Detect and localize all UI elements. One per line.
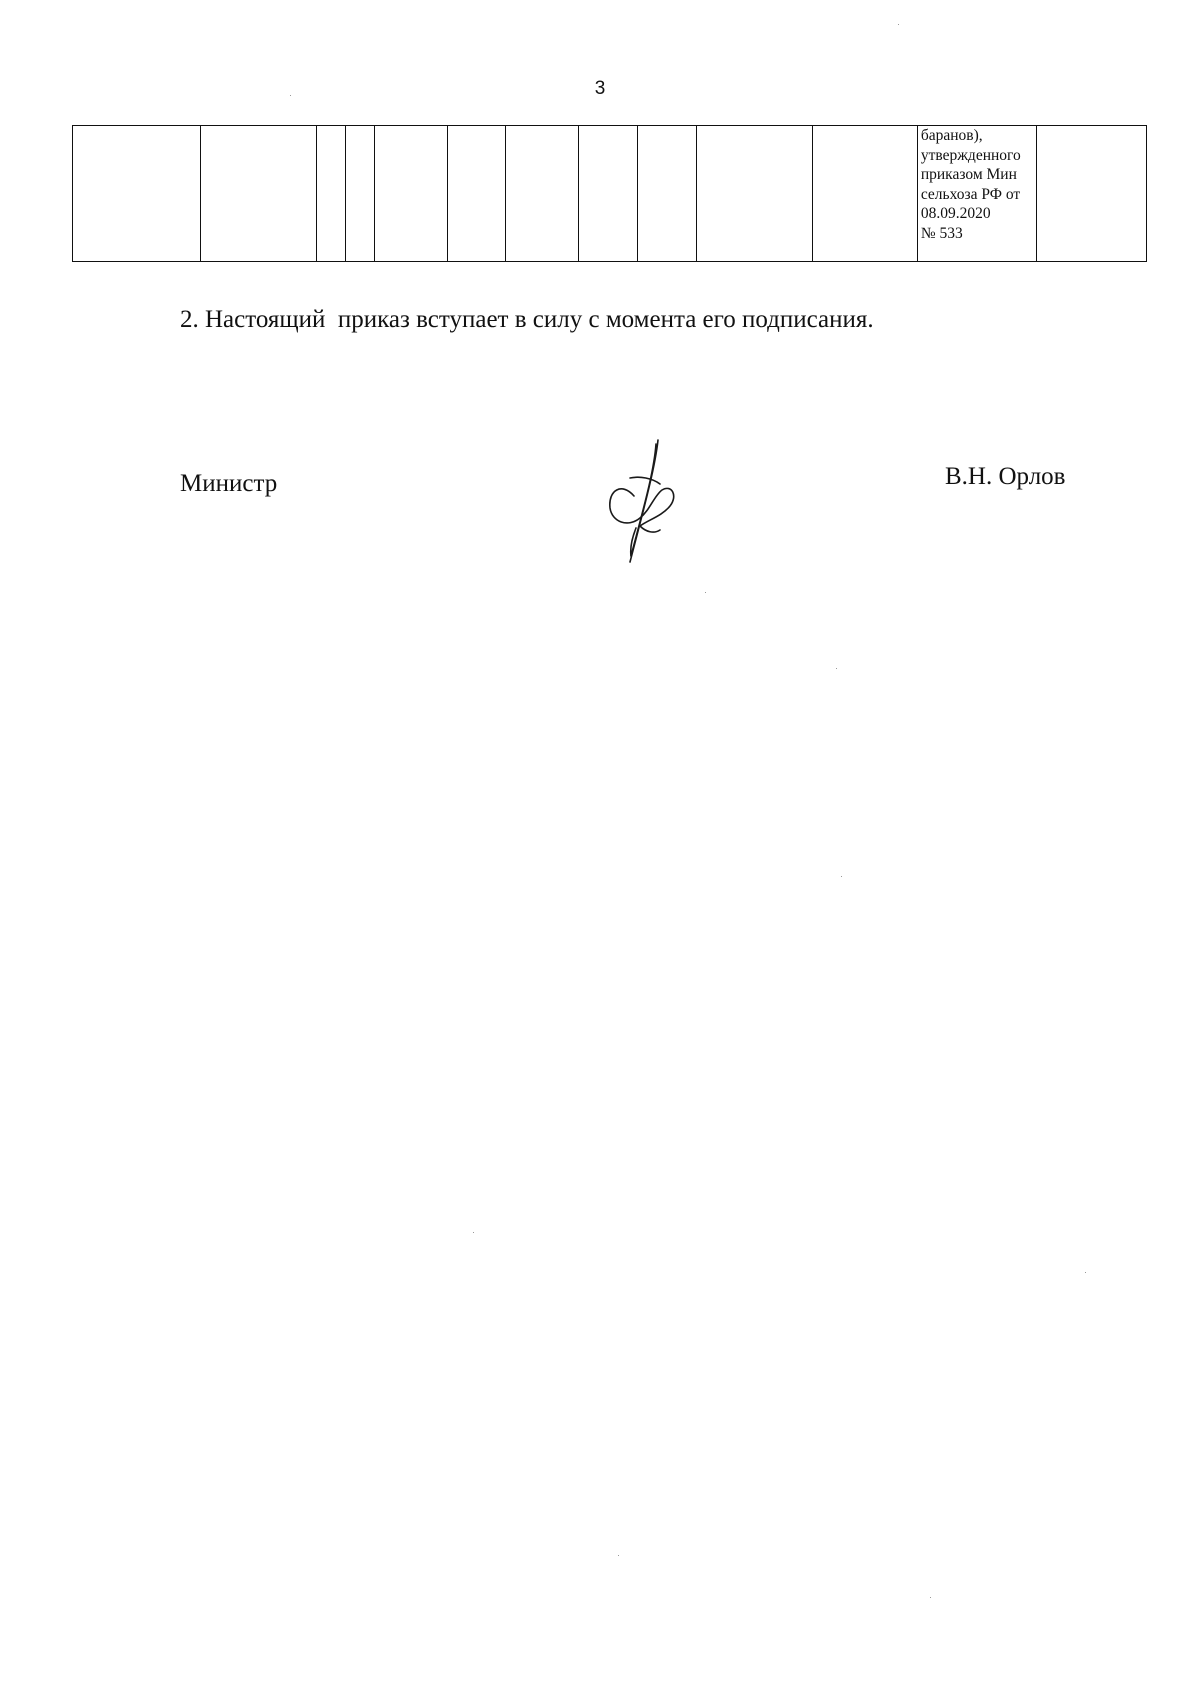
signer-name: В.Н. Орлов bbox=[945, 463, 1066, 490]
scan-speck bbox=[705, 592, 706, 593]
page-number: 3 bbox=[594, 78, 606, 99]
table-cell bbox=[1036, 126, 1146, 262]
table-cell bbox=[201, 126, 317, 262]
signer-title: Министр bbox=[180, 470, 278, 497]
scan-speck bbox=[1085, 1272, 1086, 1273]
table-cell bbox=[637, 126, 696, 262]
table-cell bbox=[813, 126, 918, 262]
scan-speck bbox=[836, 668, 837, 669]
table-cell bbox=[317, 126, 346, 262]
handwritten-signature bbox=[600, 438, 680, 564]
continuation-table bbox=[72, 125, 1147, 262]
scan-speck bbox=[618, 1555, 619, 1556]
scan-speck bbox=[290, 95, 291, 96]
table-cell bbox=[578, 126, 637, 262]
table-cell bbox=[696, 126, 812, 262]
scan-speck bbox=[841, 876, 842, 877]
table-row bbox=[73, 126, 1147, 262]
scan-speck bbox=[898, 24, 899, 25]
table-cell bbox=[345, 126, 375, 262]
table-cell bbox=[505, 126, 578, 262]
scan-speck bbox=[473, 1232, 474, 1233]
table-cell-text: баранов), утвержденного приказом Мин сельхоза РФ от 08.09.2020 № 533 bbox=[917, 126, 1036, 262]
scan-speck bbox=[930, 1597, 931, 1598]
table-cell bbox=[375, 126, 447, 262]
table-cell bbox=[447, 126, 505, 262]
paragraph-effective-date: 2. Настоящий приказ вступает в силу с момента его подписания. bbox=[180, 306, 874, 333]
table-cell bbox=[73, 126, 201, 262]
